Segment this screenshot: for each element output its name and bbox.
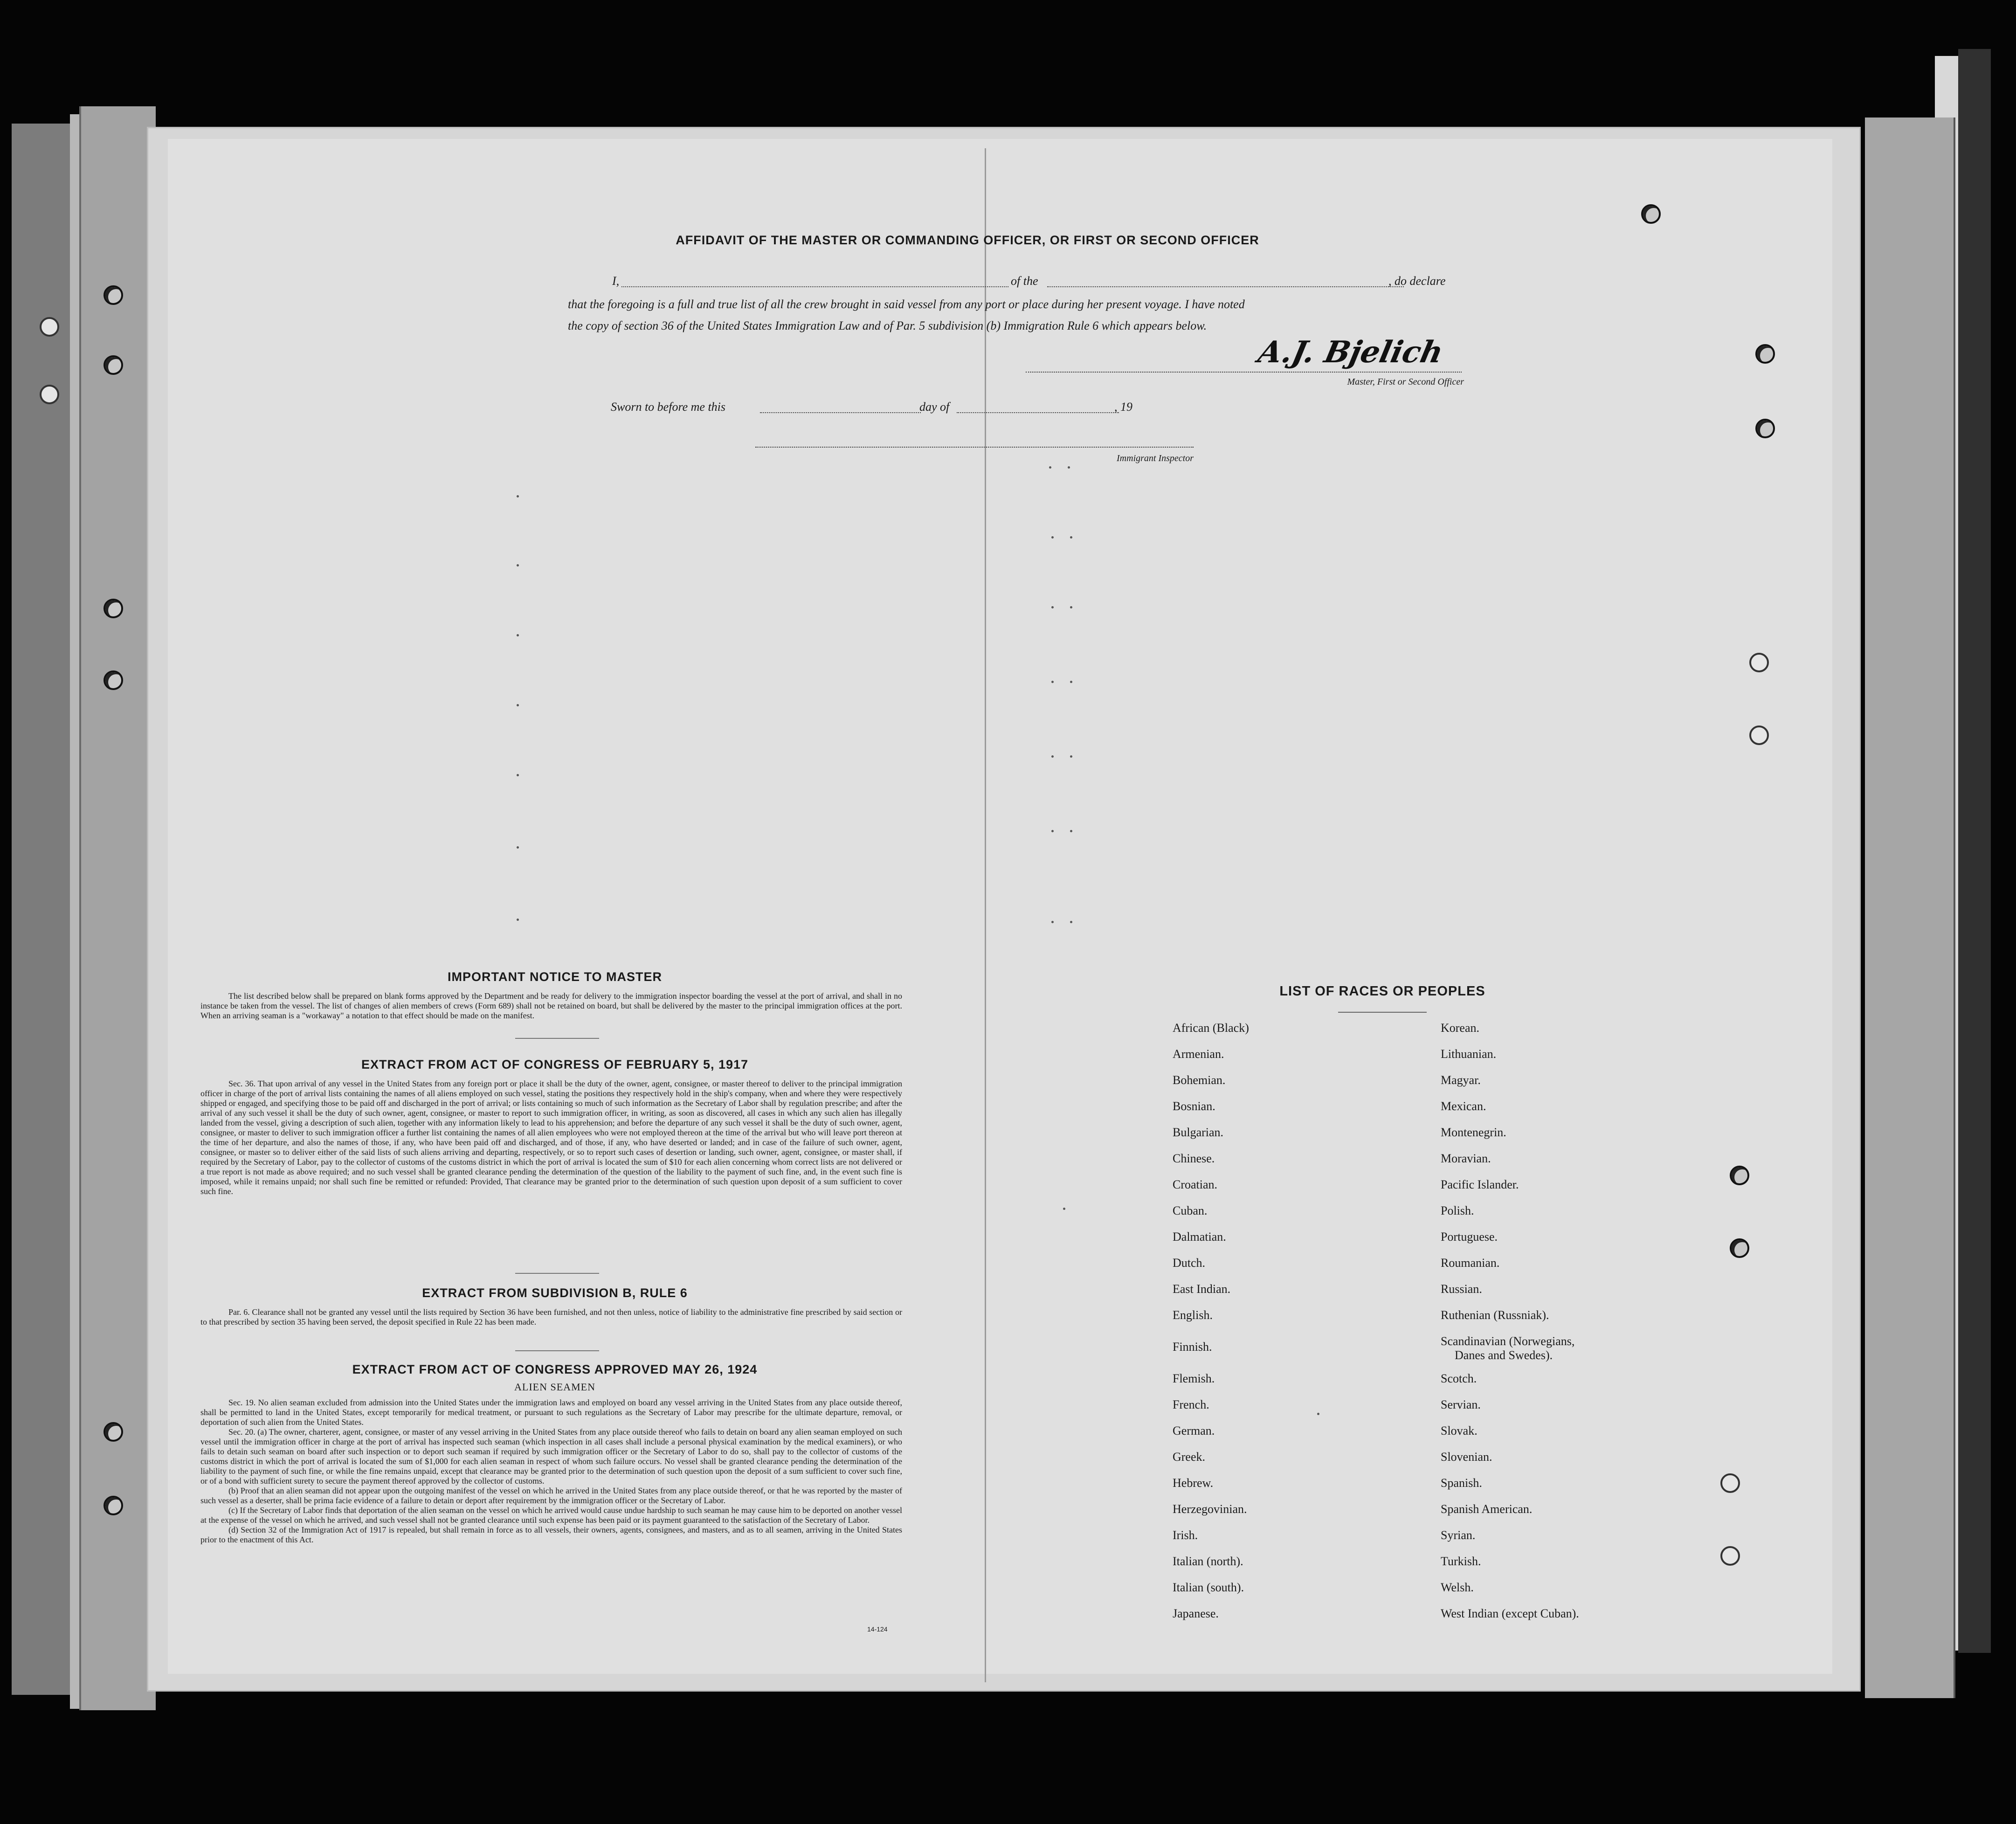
list-item: Bosnian. <box>1173 1099 1215 1113</box>
punch-hole-icon <box>1749 725 1769 745</box>
punch-hole-icon <box>104 355 123 375</box>
list-item: Dutch. <box>1173 1256 1206 1270</box>
sec20a-text: Sec. 20. (a) The owner, charterer, agent, consignee, or master of any vessel arriving in the United States from any place outside thereof who fails to detain on board any alien seaman employed on such vessel until the immigration officer in charge at the port of arrival has inspected such seaman (which inspection in all cases shall include a personal physical examination by the medical examiners), or who fails to detain such seaman on board after such inspection or to deport such seaman if required by such immigration officer or the Secretary of Labor to do so, shall pay to the collector of customs of the customs district in which the port of arrival is located the sum of $1,000 for each alien seaman in respect of whom such failure occurs. No vessel shall be granted clearance pending the determination of the liability to the payment of such fine, or while the fine remains unpaid, except that clearance may be granted prior to the determination of such question upon the deposit of a sum sufficient to cover such fine, or of a bond with sufficient surety to secure the payment thereof approved by the collector of customs. <box>200 1427 902 1485</box>
punch-hole-icon <box>1720 1546 1740 1566</box>
list-item: Bulgarian. <box>1173 1126 1224 1139</box>
list-item: Polish. <box>1441 1204 1474 1217</box>
list-item: Spanish American. <box>1441 1502 1533 1516</box>
list-item: Pacific Islander. <box>1441 1178 1519 1191</box>
form-number: 14-124 <box>867 1625 888 1633</box>
extract-1917-title: EXTRACT FROM ACT OF CONGRESS OF FEBRUARY 5, 1917 <box>361 1057 749 1071</box>
list-item: Italian (south). <box>1173 1581 1244 1594</box>
section-divider <box>515 1350 599 1351</box>
affidavit-declare-label: , do declare <box>1388 274 1446 288</box>
sworn-day-label: day of <box>919 400 950 414</box>
affidavit-title: AFFIDAVIT OF THE MASTER OR COMMANDING OFFICER, OR FIRST OR SECOND OFFICER <box>676 233 1259 247</box>
list-item: Slovenian. <box>1441 1450 1492 1464</box>
list-item: West Indian (except Cuban). <box>1441 1607 1579 1620</box>
extract-1924-body <box>200 1398 902 1545</box>
extract-1917-body: Sec. 36. That upon arrival of any vessel in the United States from any foreign port or place it shall be the duty of the owner, agent, consignee, or master thereof to deliver to the principal immigration officer in charge of the port of arrival lists containing the names of all aliens employed on such vessel, stating the positions they respectively hold in the ship's company, when and where they were respectively shipped or engaged, and specifying those to be paid off and discharged in the port of arrival; or lists containing so much of such information as the Secretary of Labor shall by regulation prescribe; and after the arrival of any such vessel it shall be the duty of such owner, agent, consignee, or master to report to such immigration officer, in writing, as soon as discovered, all cases in which any such alien has illegally landed from the vessel, giving a description of such alien, together with any information likely to lead to his apprehension; and before the departure of any such vessel it shall be the duty of such owner, agent, consignee, or master to deliver to such immigration officer a further list containing the names of all alien employees who were not employed thereon at the time of the arrival but who will leave port thereon at the time of her departure, and also the names of those, if any, who have been paid off and discharged, and of those, if any, who have deserted or landed; and in case of the failure of such owner, agent, consignee, or master so to deliver either of the said lists of such aliens arriving and departing, respectively, or so to report such cases of desertion or landing, such owner, agent, consignee, or master shall, if required by the Secretary of Labor, pay to the collector of customs of the customs district in which the port of arrival is located the sum of $10 for each alien concerning whom correct lists are not delivered or a true report is not made as above required; and no such vessel shall be granted clearance pending the determination of the question of the liability to the payment of such fine, and, in the event such fine is imposed, while it remains unpaid; nor shall such fine be remitted or refunded: Provided, That clearance may be granted prior to the determination of such question upon deposit of a sum sufficient to cover such fine. <box>200 1079 902 1196</box>
list-item: Cuban. <box>1173 1204 1208 1217</box>
fold-line <box>985 148 986 1682</box>
sworn-year-label: , 19 <box>1114 400 1132 414</box>
list-item: Turkish. <box>1441 1555 1481 1568</box>
list-item: Portuguese. <box>1441 1230 1498 1244</box>
races-column-left <box>1173 1021 1378 1633</box>
notice-title: IMPORTANT NOTICE TO MASTER <box>448 970 662 984</box>
list-item: Scandinavian (Norwegians, <box>1441 1334 1575 1348</box>
list-item: Russian. <box>1441 1282 1482 1296</box>
punch-hole-icon <box>104 599 123 618</box>
list-item: Greek. <box>1173 1450 1206 1464</box>
punch-hole-icon <box>1641 204 1661 224</box>
list-item: Servian. <box>1441 1398 1481 1411</box>
list-item: German. <box>1173 1424 1215 1437</box>
list-item: East Indian. <box>1173 1282 1231 1296</box>
list-item: Spanish. <box>1441 1476 1482 1490</box>
list-item: Irish. <box>1173 1528 1198 1542</box>
sec19-text: Sec. 19. No alien seaman excluded from admission into the United States under the immigration laws and employed on board any vessel arriving in the United States from any place outside thereof, shall be permitted to land in the United States, except temporarily for medical treatment, or pursuant to such regulations as the Secretary of Labor may prescribe for the ultimate departure, removal, or deportation of such alien from the United States. <box>200 1398 902 1427</box>
punch-hole-icon <box>1749 653 1769 672</box>
list-item: Roumanian. <box>1441 1256 1500 1270</box>
races-title: LIST OF RACES OR PEOPLES <box>1279 984 1485 999</box>
sworn-day-field[interactable] <box>760 412 921 413</box>
name-field[interactable] <box>621 286 1008 287</box>
punch-hole-icon <box>104 670 123 690</box>
list-item: Croatian. <box>1173 1178 1218 1191</box>
vessel-name-field[interactable] <box>1047 286 1404 287</box>
list-item: Slovak. <box>1441 1424 1477 1437</box>
list-item: Syrian. <box>1441 1528 1476 1542</box>
affidavit-text: the copy of section 36 of the United States Immigration Law and of Par. 5 subdivision (b) Immigration Rule 6 which appears below. <box>568 319 1207 332</box>
punch-hole-icon <box>40 385 59 404</box>
sec20d-text: (d) Section 32 of the Immigration Act of 1917 is repealed, but shall remain in force as to all vessels, their owners, agents, consignees, and masters, and as to all seamen, arriving in the United States prior to the enactment of this Act. <box>200 1525 902 1544</box>
inspector-signature-line[interactable] <box>755 447 1194 448</box>
list-item: Dalmatian. <box>1173 1230 1226 1244</box>
punch-hole-icon <box>104 1422 123 1442</box>
list-item: Mexican. <box>1441 1099 1486 1113</box>
list-item: Montenegrin. <box>1441 1126 1506 1139</box>
punch-hole-icon <box>1730 1238 1749 1258</box>
list-item: Italian (north). <box>1173 1555 1243 1568</box>
list-item: Flemish. <box>1173 1372 1215 1385</box>
list-item: Welsh. <box>1441 1581 1474 1594</box>
signature-caption: Master, First or Second Officer <box>1347 377 1464 387</box>
list-item: Moravian. <box>1441 1152 1491 1165</box>
races-column-right <box>1441 1021 1674 1633</box>
affidavit-declaration-line <box>568 274 1463 291</box>
list-item: Magyar. <box>1441 1073 1481 1087</box>
extract-1924-subtitle: ALIEN SEAMEN <box>514 1381 595 1393</box>
list-item: Herzegovinian. <box>1173 1502 1247 1516</box>
list-item: Ruthenian (Russniak). <box>1441 1308 1549 1322</box>
rule6-body: Par. 6. Clearance shall not be granted any vessel until the lists required by Section 36 have been furnished, and not then unless, notice of liability to the administrative fine prescribed by said section or to that prescribed by section 35 having been served, the deposit specified in Rule 22 has been made. <box>200 1307 902 1327</box>
list-item: Lithuanian. <box>1441 1047 1497 1061</box>
list-item: English. <box>1173 1308 1213 1322</box>
inspector-caption: Immigrant Inspector <box>1117 453 1194 463</box>
list-item: Finnish. <box>1173 1340 1212 1354</box>
section-divider <box>515 1273 599 1274</box>
section-divider <box>515 1038 599 1039</box>
list-item: Scotch. <box>1441 1372 1477 1385</box>
section-divider <box>1338 1012 1427 1013</box>
punch-hole-icon <box>1755 419 1775 438</box>
list-item: Chinese. <box>1173 1152 1215 1165</box>
rule6-title: EXTRACT FROM SUBDIVISION B, RULE 6 <box>422 1286 688 1300</box>
notice-body: The list described below shall be prepared on blank forms approved by the Department and be ready for delivery to the immigration inspector boarding the vessel at the port of arrival, and shall in no instance be taken from the vessel. The list of changes of alien members of crews (Form 689) shall not be retained on board, but shall be delivered by the master to the principal immigration offices at the port. When an arriving seaman is a "workaway" a notation to that effect should be made on the manifest. <box>200 991 902 1020</box>
list-item: Bohemian. <box>1173 1073 1226 1087</box>
punch-hole-icon <box>104 285 123 305</box>
film-edge <box>1958 49 1991 1653</box>
sworn-label: Sworn to before me this <box>611 400 726 414</box>
signature: A.J. Bjelich <box>1255 335 1446 370</box>
extract-1924-title: EXTRACT FROM ACT OF CONGRESS APPROVED MAY 26, 1924 <box>352 1362 758 1376</box>
punch-hole-icon <box>1720 1473 1740 1493</box>
binder-edge-left <box>79 106 156 1710</box>
punch-hole-icon <box>40 317 59 337</box>
list-item: Armenian. <box>1173 1047 1224 1061</box>
signature-line <box>1026 372 1462 373</box>
punch-hole-icon <box>1730 1166 1749 1185</box>
punch-hole-icon <box>1755 344 1775 364</box>
sec20b-text: (b) Proof that an alien seaman did not appear upon the outgoing manifest of the vessel on which he arrived in the United States from any place outside thereof, or that he was reported by the master of such vessel as a deserter, shall be prima facie evidence of a failure to detain or deport after requirement by the immigration officer or the Secretary of Labor. <box>200 1486 902 1505</box>
sworn-month-field[interactable] <box>957 412 1119 413</box>
list-item: Korean. <box>1441 1021 1480 1035</box>
list-item: African (Black) <box>1173 1021 1249 1035</box>
affidavit-of-label: of the <box>1011 274 1038 288</box>
sworn-line <box>611 400 1170 419</box>
punch-hole-icon <box>104 1496 123 1515</box>
list-item: French. <box>1173 1398 1209 1411</box>
affidavit-text: that the foregoing is a full and true list of all the crew brought in said vessel from any port or place during her present voyage. I have noted <box>568 297 1245 311</box>
affidavit-i-label: I, <box>612 274 620 288</box>
sec20c-text: (c) If the Secretary of Labor finds that deportation of the alien seaman on the vessel on which he arrived would cause undue hardship to such seaman he may cause him to be deported on another vessel at the expense of the vessel on which he arrived, and such vessel shall not be granted clearance until such expense has been paid or its payment guaranteed to the satisfaction of the Secretary of Labor. <box>200 1506 902 1525</box>
binder-edge-right <box>1865 117 1955 1698</box>
list-item: Danes and Swedes). <box>1455 1348 1553 1362</box>
list-item: Hebrew. <box>1173 1476 1214 1490</box>
list-item: Japanese. <box>1173 1607 1219 1620</box>
